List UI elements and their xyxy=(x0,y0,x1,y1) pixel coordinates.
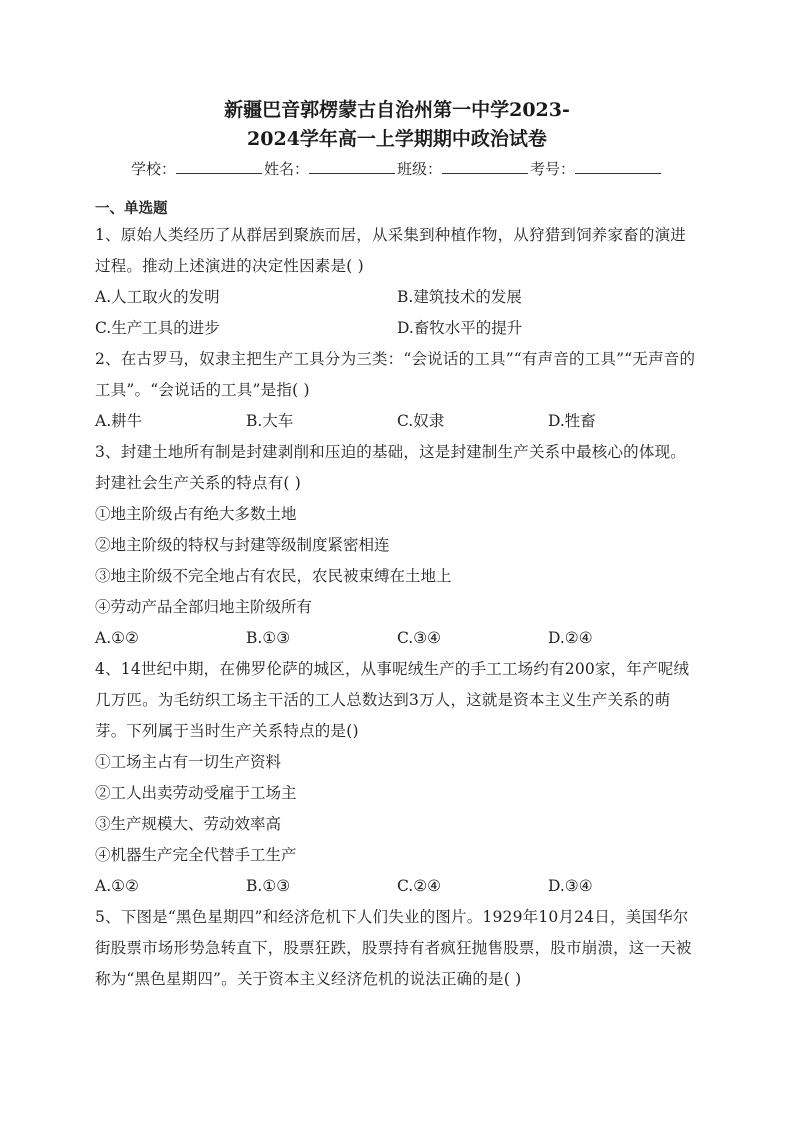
name-label: 姓名： xyxy=(263,160,309,178)
class-field[interactable] xyxy=(397,158,530,180)
question-4-text: 4、14世纪中期，在佛罗伦萨的城区，从事呢绒生产的手工工场约有200家，年产呢绒几万匹。为毛纺织工场主干活的工人总数达到3万人，这就是资本主义生产关系的萌芽。下列属于当时生产关系特点的是() xyxy=(95,660,690,740)
question-2-options xyxy=(95,406,699,437)
question-1-option-a[interactable]: A.人工取火的发明 xyxy=(95,288,220,306)
name-blank[interactable] xyxy=(309,159,395,174)
question-3-option-c[interactable]: C.③④ xyxy=(397,629,442,647)
question-4-option-d[interactable]: D.③④ xyxy=(548,877,593,895)
question-1-option-c[interactable]: C.生产工具的进步 xyxy=(95,319,220,337)
question-3-option-a[interactable]: A.①② xyxy=(95,629,139,647)
question-4-statement-4: ④机器生产完全代替手工生产 xyxy=(95,846,297,864)
question-3 xyxy=(95,437,699,654)
question-1-options-row-2 xyxy=(95,313,699,344)
exam-number-blank[interactable] xyxy=(575,159,661,174)
question-4-options xyxy=(95,871,699,902)
question-3-statement-2: ②地主阶级的特权与封建等级制度紧密相连 xyxy=(95,536,390,554)
title-line-2: 2024学年高一上学期期中政治试卷 xyxy=(247,128,547,150)
class-label: 班级： xyxy=(397,160,443,178)
question-4-option-c[interactable]: C.②④ xyxy=(397,877,442,895)
question-5-text: 5、下图是“黑色星期四”和经济危机下人们失业的图片。1929年10月24日，美国华尔街股票市场形势急转直下，股票狂跌，股票持有者疯狂抛售股票，股市崩溃，这一天被称为“黑色星期四”。关于资本主义经济危机的说法正确的是( ) xyxy=(95,908,692,988)
question-3-statement-1: ①地主阶级占有绝大多数土地 xyxy=(95,505,297,523)
question-4-statement-3: ③生产规模大、劳动效率高 xyxy=(95,815,282,833)
question-2 xyxy=(95,344,699,437)
question-1 xyxy=(95,220,699,344)
question-5 xyxy=(95,902,699,995)
title-line-1: 新疆巴音郭楞蒙古自治州第一中学2023- xyxy=(224,99,570,121)
question-2-option-a[interactable]: A.耕牛 xyxy=(95,412,143,430)
school-blank[interactable] xyxy=(176,159,262,174)
question-3-statement-4: ④劳动产品全部归地主阶级所有 xyxy=(95,598,313,616)
student-info-row xyxy=(95,158,699,180)
question-2-text: 2、在古罗马，奴隶主把生产工具分为三类：“会说话的工具”“有声音的工具”“无声音的工具”。“会说话的工具”是指( ) xyxy=(95,350,696,399)
question-1-option-b[interactable]: B.建筑技术的发展 xyxy=(397,288,522,306)
question-3-options xyxy=(95,623,699,654)
question-2-option-d[interactable]: D.牲畜 xyxy=(548,412,596,430)
question-4-option-a[interactable]: A.①② xyxy=(95,877,139,895)
question-4-statement-2: ②工人出卖劳动受雇于工场主 xyxy=(95,784,297,802)
question-3-statement-3: ③地主阶级不完全地占有农民，农民被束缚在土地上 xyxy=(95,567,452,585)
question-1-option-d[interactable]: D.畜牧水平的提升 xyxy=(397,319,523,337)
school-field[interactable] xyxy=(131,158,264,180)
question-4 xyxy=(95,654,699,902)
section-heading: 一、单选题 xyxy=(95,200,168,217)
question-3-option-d[interactable]: D.②④ xyxy=(548,629,593,647)
school-label: 学校： xyxy=(130,160,176,178)
name-field[interactable] xyxy=(264,158,397,180)
question-2-option-c[interactable]: C.奴隶 xyxy=(397,412,445,430)
exam-number-field[interactable] xyxy=(530,158,663,180)
question-4-statement-1: ①工场主占有一切生产资料 xyxy=(95,753,282,771)
question-4-option-b[interactable]: B.①③ xyxy=(246,877,291,895)
question-3-text: 3、封建土地所有制是封建剥削和压迫的基础，这是封建制生产关系中最核心的体现。封建社会生产关系的特点有( ) xyxy=(95,443,686,492)
question-1-options-row-1 xyxy=(95,282,699,313)
exam-number-label: 考号： xyxy=(530,160,576,178)
question-2-option-b[interactable]: B.大车 xyxy=(246,412,294,430)
exam-title xyxy=(95,96,699,154)
question-3-option-b[interactable]: B.①③ xyxy=(246,629,291,647)
question-1-text: 1、原始人类经历了从群居到聚族而居，从采集到种植作物，从狩猎到饲养家畜的演进过程。推动上述演进的决定性因素是( ) xyxy=(95,226,686,275)
class-blank[interactable] xyxy=(442,159,528,174)
